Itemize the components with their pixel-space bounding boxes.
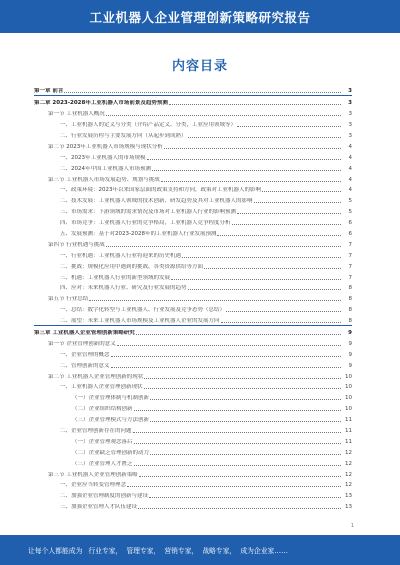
toc-entry-label: 二、加强企业管理制度的创新与建设 [60, 493, 149, 500]
toc-entry-page: 9 [348, 351, 352, 358]
toc-entry-label: （一）企业管理观念落后 [72, 438, 133, 445]
footer-bar [0, 535, 400, 565]
toc-entry-label: （二）企业缺乏管理创新的动力 [72, 449, 150, 456]
toc-entry[interactable] [34, 456, 352, 467]
toc-leader-dots [150, 454, 341, 455]
toc-entry[interactable] [34, 336, 352, 347]
toc-entry[interactable] [34, 292, 352, 303]
toc-entry[interactable] [34, 489, 352, 500]
toc-entry-label: 三、加强企业管理人才队伍建设 [60, 504, 138, 511]
toc-entry[interactable] [34, 161, 352, 172]
toc-entry[interactable] [34, 424, 352, 435]
footer-tag: 成为企业家…… [240, 547, 288, 555]
table-of-contents [34, 84, 352, 511]
toc-entry-page: 10 [345, 373, 352, 380]
toc-entry-page: 12 [345, 460, 352, 467]
toc-entry-label: 一、2023年工业机器人的市场规模 [60, 154, 146, 161]
toc-entry[interactable] [34, 500, 352, 511]
toc-entry-label: 第三章 工业机器人企业管理创新策略研究 [34, 329, 135, 336]
toc-leader-dots [89, 300, 341, 301]
toc-leader-dots [147, 159, 342, 160]
toc-entry-page: 13 [345, 493, 352, 500]
toc-leader-dots [188, 289, 341, 290]
toc-entry-label: 第三节 工业机器人企业管理创新策略 [48, 471, 138, 478]
toc-entry-page: 8 [348, 307, 352, 314]
toc-entry-page: 9 [348, 329, 352, 336]
toc-leader-dots [134, 443, 341, 444]
toc-entry-label: 四、应对：未来机器人行业、研究及行业发展的趋势 [60, 285, 187, 292]
toc-entry-label: 二、2024年中国工业机器人市场预测 [60, 165, 151, 172]
toc-entry[interactable] [34, 194, 352, 205]
footer-tag: 营销专家， [164, 547, 199, 555]
toc-entry[interactable] [34, 84, 352, 95]
toc-entry-page: 7 [348, 263, 352, 270]
toc-entry[interactable] [34, 303, 352, 314]
toc-entry-label: 二、行业发展历程与主要发展方向（从起步到成熟） [60, 132, 187, 139]
footer-tag: 行业专家， [88, 547, 123, 555]
toc-entry-page: 3 [348, 88, 352, 95]
toc-entry-page: 4 [348, 154, 352, 161]
toc-entry-page: 11 [345, 428, 352, 434]
toc-entry-label: 第一节 企业管理创新的意义 [48, 340, 116, 347]
footer-tag: 管理专家， [126, 547, 161, 555]
toc-entry-label: 第一节 工业机器人概况 [48, 111, 105, 118]
toc-entry-label: （三）企业管理人才匮乏 [72, 460, 133, 467]
toc-leader-dots [139, 476, 341, 477]
toc-leader-dots [161, 181, 341, 182]
toc-entry-page: 9 [348, 340, 352, 347]
toc-entry-label: 二、管理创新的意义 [60, 362, 110, 369]
toc-entry-page: 7 [348, 252, 352, 259]
toc-entry-label: （三）企业管理模式与方法创新 [72, 417, 150, 424]
toc-leader-dots [217, 235, 341, 236]
toc-entry[interactable] [34, 205, 352, 216]
toc-entry[interactable] [34, 216, 352, 227]
toc-title: 内容目录 [171, 59, 228, 74]
toc-entry[interactable] [34, 391, 352, 402]
toc-entry-page: 12 [345, 471, 352, 478]
toc-entry-page: 6 [348, 220, 352, 227]
toc-entry-page: 8 [348, 318, 352, 325]
toc-entry-label: 第二节 工业机器人企业管理创新的现状 [48, 373, 144, 380]
toc-entry-label: 第五节 行业总结 [48, 296, 89, 303]
toc-leader-dots [188, 137, 341, 138]
toc-leader-dots [144, 378, 341, 379]
toc-leader-dots [134, 465, 341, 466]
toc-entry-page: 5 [348, 209, 352, 216]
toc-entry[interactable] [34, 183, 352, 194]
toc-entry-label: 一、政策环境：2023年以来国家层面的政策支持和方向，政策对工业机器人的影响 [60, 187, 261, 194]
toc-entry-page: 11 [345, 417, 352, 424]
toc-entry-label: 四、市场竞争：工业机器人行业的竞争格局，工业机器人竞争程度分析 [60, 220, 231, 227]
toc-entry-label: 一、总结：数字化转型与工业机器人、行业发展及竞争态势（总结） [60, 307, 226, 314]
toc-leader-dots [117, 345, 341, 346]
toc-entry-label: 二、企业管理创新存在的问题 [60, 428, 132, 434]
toc-leader-dots [64, 92, 341, 93]
toc-entry[interactable] [34, 237, 352, 248]
toc-entry[interactable] [34, 259, 352, 270]
toc-entry[interactable] [34, 445, 352, 456]
toc-leader-dots [111, 367, 341, 368]
toc-entry-page: 11 [345, 438, 352, 445]
toc-entry-page: 12 [345, 482, 352, 489]
toc-entry-label: （一）企业管理体制与机制创新 [72, 395, 150, 402]
footer-tags [88, 545, 292, 555]
toc-leader-dots [106, 246, 341, 247]
toc-entry-page: 3 [348, 100, 352, 107]
toc-leader-dots [133, 432, 341, 433]
toc-leader-dots [171, 279, 341, 280]
toc-entry-page: 4 [348, 143, 352, 150]
toc-entry-page: 7 [348, 274, 352, 281]
toc-entry[interactable] [34, 129, 352, 140]
toc-entry-label: 第一章 前言 [34, 88, 64, 95]
toc-entry-page: 10 [345, 395, 352, 402]
toc-entry-page: 4 [348, 187, 352, 194]
toc-entry-page: 4 [348, 165, 352, 172]
toc-entry-page: 8 [348, 285, 352, 292]
toc-leader-dots [134, 410, 341, 411]
toc-entry-label: 一、企业管理的概念 [60, 351, 110, 358]
toc-entry[interactable] [34, 369, 352, 380]
toc-entry[interactable] [34, 270, 352, 281]
toc-entry-label: 二、技术发展：工业机器人领域的技术创新、研发趋势及其对工业机器人的影响 [60, 198, 253, 205]
toc-entry[interactable] [34, 107, 352, 118]
toc-entry[interactable] [34, 281, 352, 292]
toc-entry[interactable] [34, 150, 352, 161]
toc-entry[interactable] [34, 172, 352, 183]
toc-entry[interactable] [34, 413, 352, 424]
toc-entry-page: 12 [345, 449, 352, 456]
toc-leader-dots [150, 421, 341, 422]
toc-entry-label: 一、工业机器人的定义与分类（介绍产品定义、分类，工业应用领域等） [60, 122, 237, 129]
toc-leader-dots [182, 257, 341, 258]
toc-entry[interactable] [34, 358, 352, 369]
toc-entry-label: 二、展望：未来工业机器人市场规模及工业机器人企业的发展方向 [60, 318, 220, 325]
toc-entry-label: 五、发展预测：基于对2023-2028年的工业机器人行业发展预测 [60, 230, 217, 237]
toc-leader-dots [237, 213, 341, 214]
toc-leader-dots [111, 356, 341, 357]
toc-entry[interactable] [34, 380, 352, 391]
toc-leader-dots [204, 268, 341, 269]
toc-leader-dots [232, 224, 341, 225]
toc-entry-label: 一、工业机器人企业管理创新现状 [60, 384, 143, 391]
toc-leader-dots [106, 115, 341, 116]
toc-leader-dots [221, 322, 341, 323]
toc-entry[interactable] [34, 325, 352, 337]
toc-leader-dots [164, 148, 341, 149]
toc-entry-label: （二）企业组织结构创新 [72, 406, 133, 413]
toc-leader-dots [144, 388, 341, 389]
toc-leader-dots [150, 399, 341, 400]
toc-entry-page: 8 [348, 296, 352, 303]
toc-leader-dots [138, 508, 341, 509]
toc-entry-page: 6 [348, 230, 352, 237]
toc-entry-page: 3 [348, 132, 352, 139]
toc-entry-page: 10 [345, 384, 352, 391]
footer-tag: 战略专家， [202, 547, 237, 555]
report-header-bar [0, 0, 400, 33]
toc-entry-page: 9 [348, 362, 352, 369]
toc-leader-dots [254, 202, 341, 203]
toc-entry-label: 一、企业应当转变管理理念 [60, 482, 127, 489]
toc-entry[interactable] [34, 435, 352, 446]
toc-leader-dots [169, 104, 341, 105]
footer-lead-text: 让每个人都能成为 [28, 547, 83, 555]
toc-entry-label: 一、行业机遇：工业机器人行业将迎来的历史机遇 [60, 252, 182, 259]
toc-leader-dots [149, 497, 341, 498]
toc-entry[interactable] [34, 95, 352, 107]
toc-entry[interactable] [34, 248, 352, 259]
toc-entry[interactable] [34, 347, 352, 358]
toc-entry-label: 第二节 2023年工业机器人市场规模与现状分析 [48, 143, 163, 150]
toc-entry[interactable] [34, 467, 352, 478]
toc-entry-page: 13 [345, 504, 352, 511]
toc-entry[interactable] [34, 227, 352, 238]
toc-entry[interactable] [34, 139, 352, 150]
toc-entry-page: 5 [348, 198, 352, 205]
toc-entry-page: 3 [348, 122, 352, 129]
toc-entry-page: 7 [348, 241, 352, 248]
toc-entry-label: 第四节 行业机遇与挑战 [48, 241, 105, 248]
toc-entry-label: 二、挑战：规模化应用中遇到的挑战，各类资源供给等方面 [60, 263, 204, 270]
toc-entry[interactable] [34, 314, 352, 325]
toc-leader-dots [262, 191, 341, 192]
toc-entry[interactable] [34, 478, 352, 489]
toc-entry-label: 第二章 2023-2028年工业机器人市场前景及趋势预测 [34, 100, 168, 107]
toc-entry-page: 10 [345, 406, 352, 413]
toc-entry-page: 4 [348, 176, 352, 183]
toc-entry-label: 第三节 工业机器人市场发展趋势、规划与挑战 [48, 176, 160, 183]
toc-entry[interactable] [34, 402, 352, 413]
toc-entry[interactable] [34, 118, 352, 129]
report-title: 工业机器人企业管理创新策略研究报告 [89, 9, 311, 25]
toc-entry-label: 三、市场需求：下游领域的需求情况及市场对工业机器人行业的影响预测 [60, 209, 237, 216]
toc-leader-dots [237, 126, 341, 127]
page-number: 1 [350, 523, 354, 529]
toc-leader-dots [152, 170, 341, 171]
toc-leader-dots [136, 334, 341, 335]
toc-entry-label: 三、机遇：工业机器人行业的新型领域的发展 [60, 274, 171, 281]
toc-leader-dots [127, 486, 341, 487]
toc-leader-dots [226, 311, 341, 312]
toc-entry-page: 3 [348, 111, 352, 118]
